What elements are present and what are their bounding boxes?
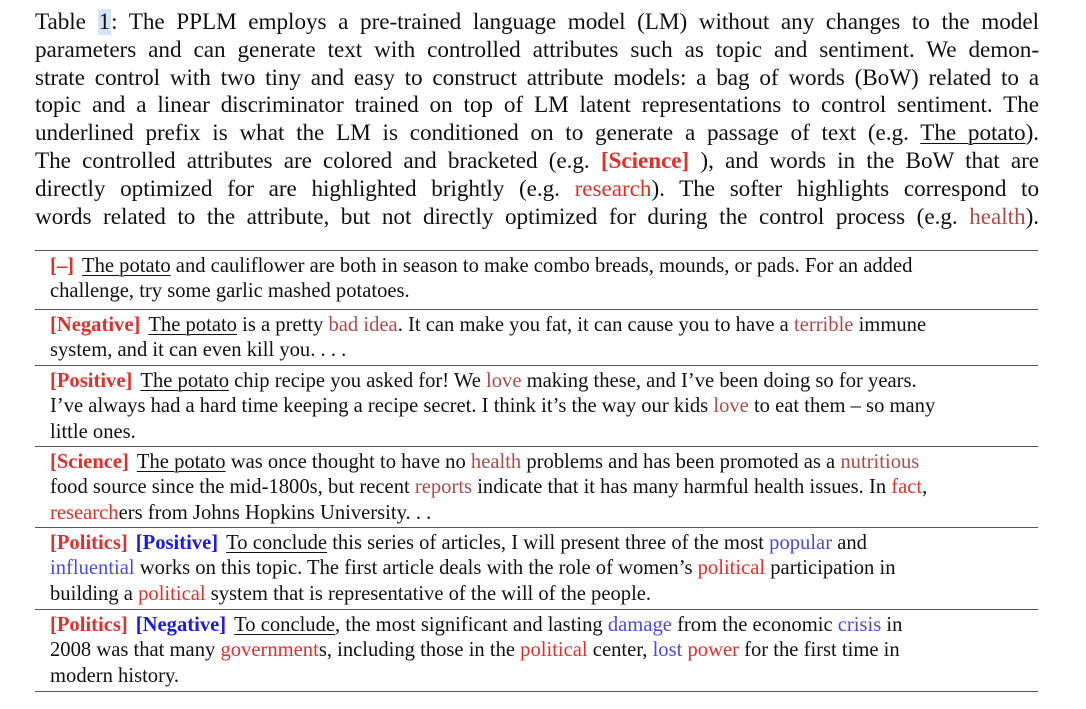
- caption-line-5: underlined prefix is what the LM is conditioned on to generate a passage of text (e.g. The potato).: [35, 120, 1039, 147]
- conditioning-prefix: The potato: [148, 314, 237, 336]
- conditioning-prefix: To conclude: [234, 614, 336, 636]
- attribute-tag: [Positive]: [135, 532, 219, 554]
- attribute-tag: [Politics]: [50, 614, 128, 636]
- conditioning-prefix: To conclude: [226, 532, 328, 554]
- prefix-example: The potato: [920, 120, 1026, 147]
- attribute-tag: [Negative]: [50, 314, 141, 336]
- conditioning-prefix: The potato: [82, 255, 171, 277]
- table-row: [–] The potato and cauliflower are both in season to make combo breads, mounds, or pads. For an added challenge, try some garlic mashed potatoes.: [35, 250, 1038, 309]
- table-row: [Negative] The potato is a pretty bad idea. It can make you fat, it can cause you to have a terrible immune system, and it can even kill you. . . .: [35, 309, 1038, 365]
- examples-table: [35, 250, 1038, 692]
- attribute-tag-example: [Science]: [600, 147, 690, 174]
- caption-line-1: Table 1: The PPLM employs a pre-trained language model (LM) without any changes to the model: [35, 9, 1039, 35]
- table-ref-link[interactable]: 1: [98, 9, 111, 35]
- attribute-tag: [Science]: [50, 451, 129, 473]
- table-row: [Positive] The potato chip recipe you asked for! We love making these, and I’ve been doing so for years. I’ve always had a hard time keeping a recipe secret. I think it’s the way our kids love to eat them – so many little ones.: [35, 365, 1038, 446]
- caption-line-6: The controlled attributes are colored and bracketed (e.g. [Science] ), and words in the BoW that are: [35, 147, 1039, 174]
- caption-line-2: parameters and can generate text with controlled attributes such as topic and sentiment. We demon-: [35, 36, 1039, 63]
- caption-line-4: topic and a linear discriminator trained on top of LM latent representations to control sentiment. The: [35, 92, 1039, 119]
- table-row: [Politics] [Negative] To conclude, the most significant and lasting damage from the economic crisis in 2008 was that many governments, including those in the political center, lost power for the first time in modern history.: [35, 609, 1038, 692]
- caption-line-3: strate control with two tiny and easy to construct attribute models: a bag of words (BoW) related to a: [35, 64, 1039, 91]
- attribute-tag: [–]: [50, 255, 75, 277]
- table-row: [Politics] [Positive] To conclude this series of articles, I will present three of the most popular and influential works on this topic. The first article deals with the role of women’s political participation in building a political system that is representative of the will of the people.: [35, 527, 1038, 609]
- soft-highlight-example: health: [969, 203, 1026, 230]
- bright-highlight-example: research: [574, 175, 652, 202]
- attribute-tag: [Negative]: [135, 614, 227, 636]
- caption-line-7: directly optimized for are highlighted brightly (e.g. research). The softer highlights correspond to: [35, 175, 1039, 202]
- table-caption: [35, 9, 1039, 231]
- table-row: [Science] The potato was once thought to have no health problems and has been promoted as a nutritious food source since the mid-1800s, but recent reports indicate that it has many harmful health issues. In fact, researchers from Johns Hopkins University. . .: [35, 446, 1038, 527]
- attribute-tag: [Politics]: [50, 532, 128, 554]
- conditioning-prefix: The potato: [136, 451, 226, 473]
- caption-label: Table: [35, 9, 98, 35]
- caption-line-8: words related to the attribute, but not directly optimized for during the control process (e.g. health).: [35, 203, 1039, 230]
- conditioning-prefix: The potato: [140, 370, 229, 392]
- attribute-tag: [Positive]: [50, 370, 133, 392]
